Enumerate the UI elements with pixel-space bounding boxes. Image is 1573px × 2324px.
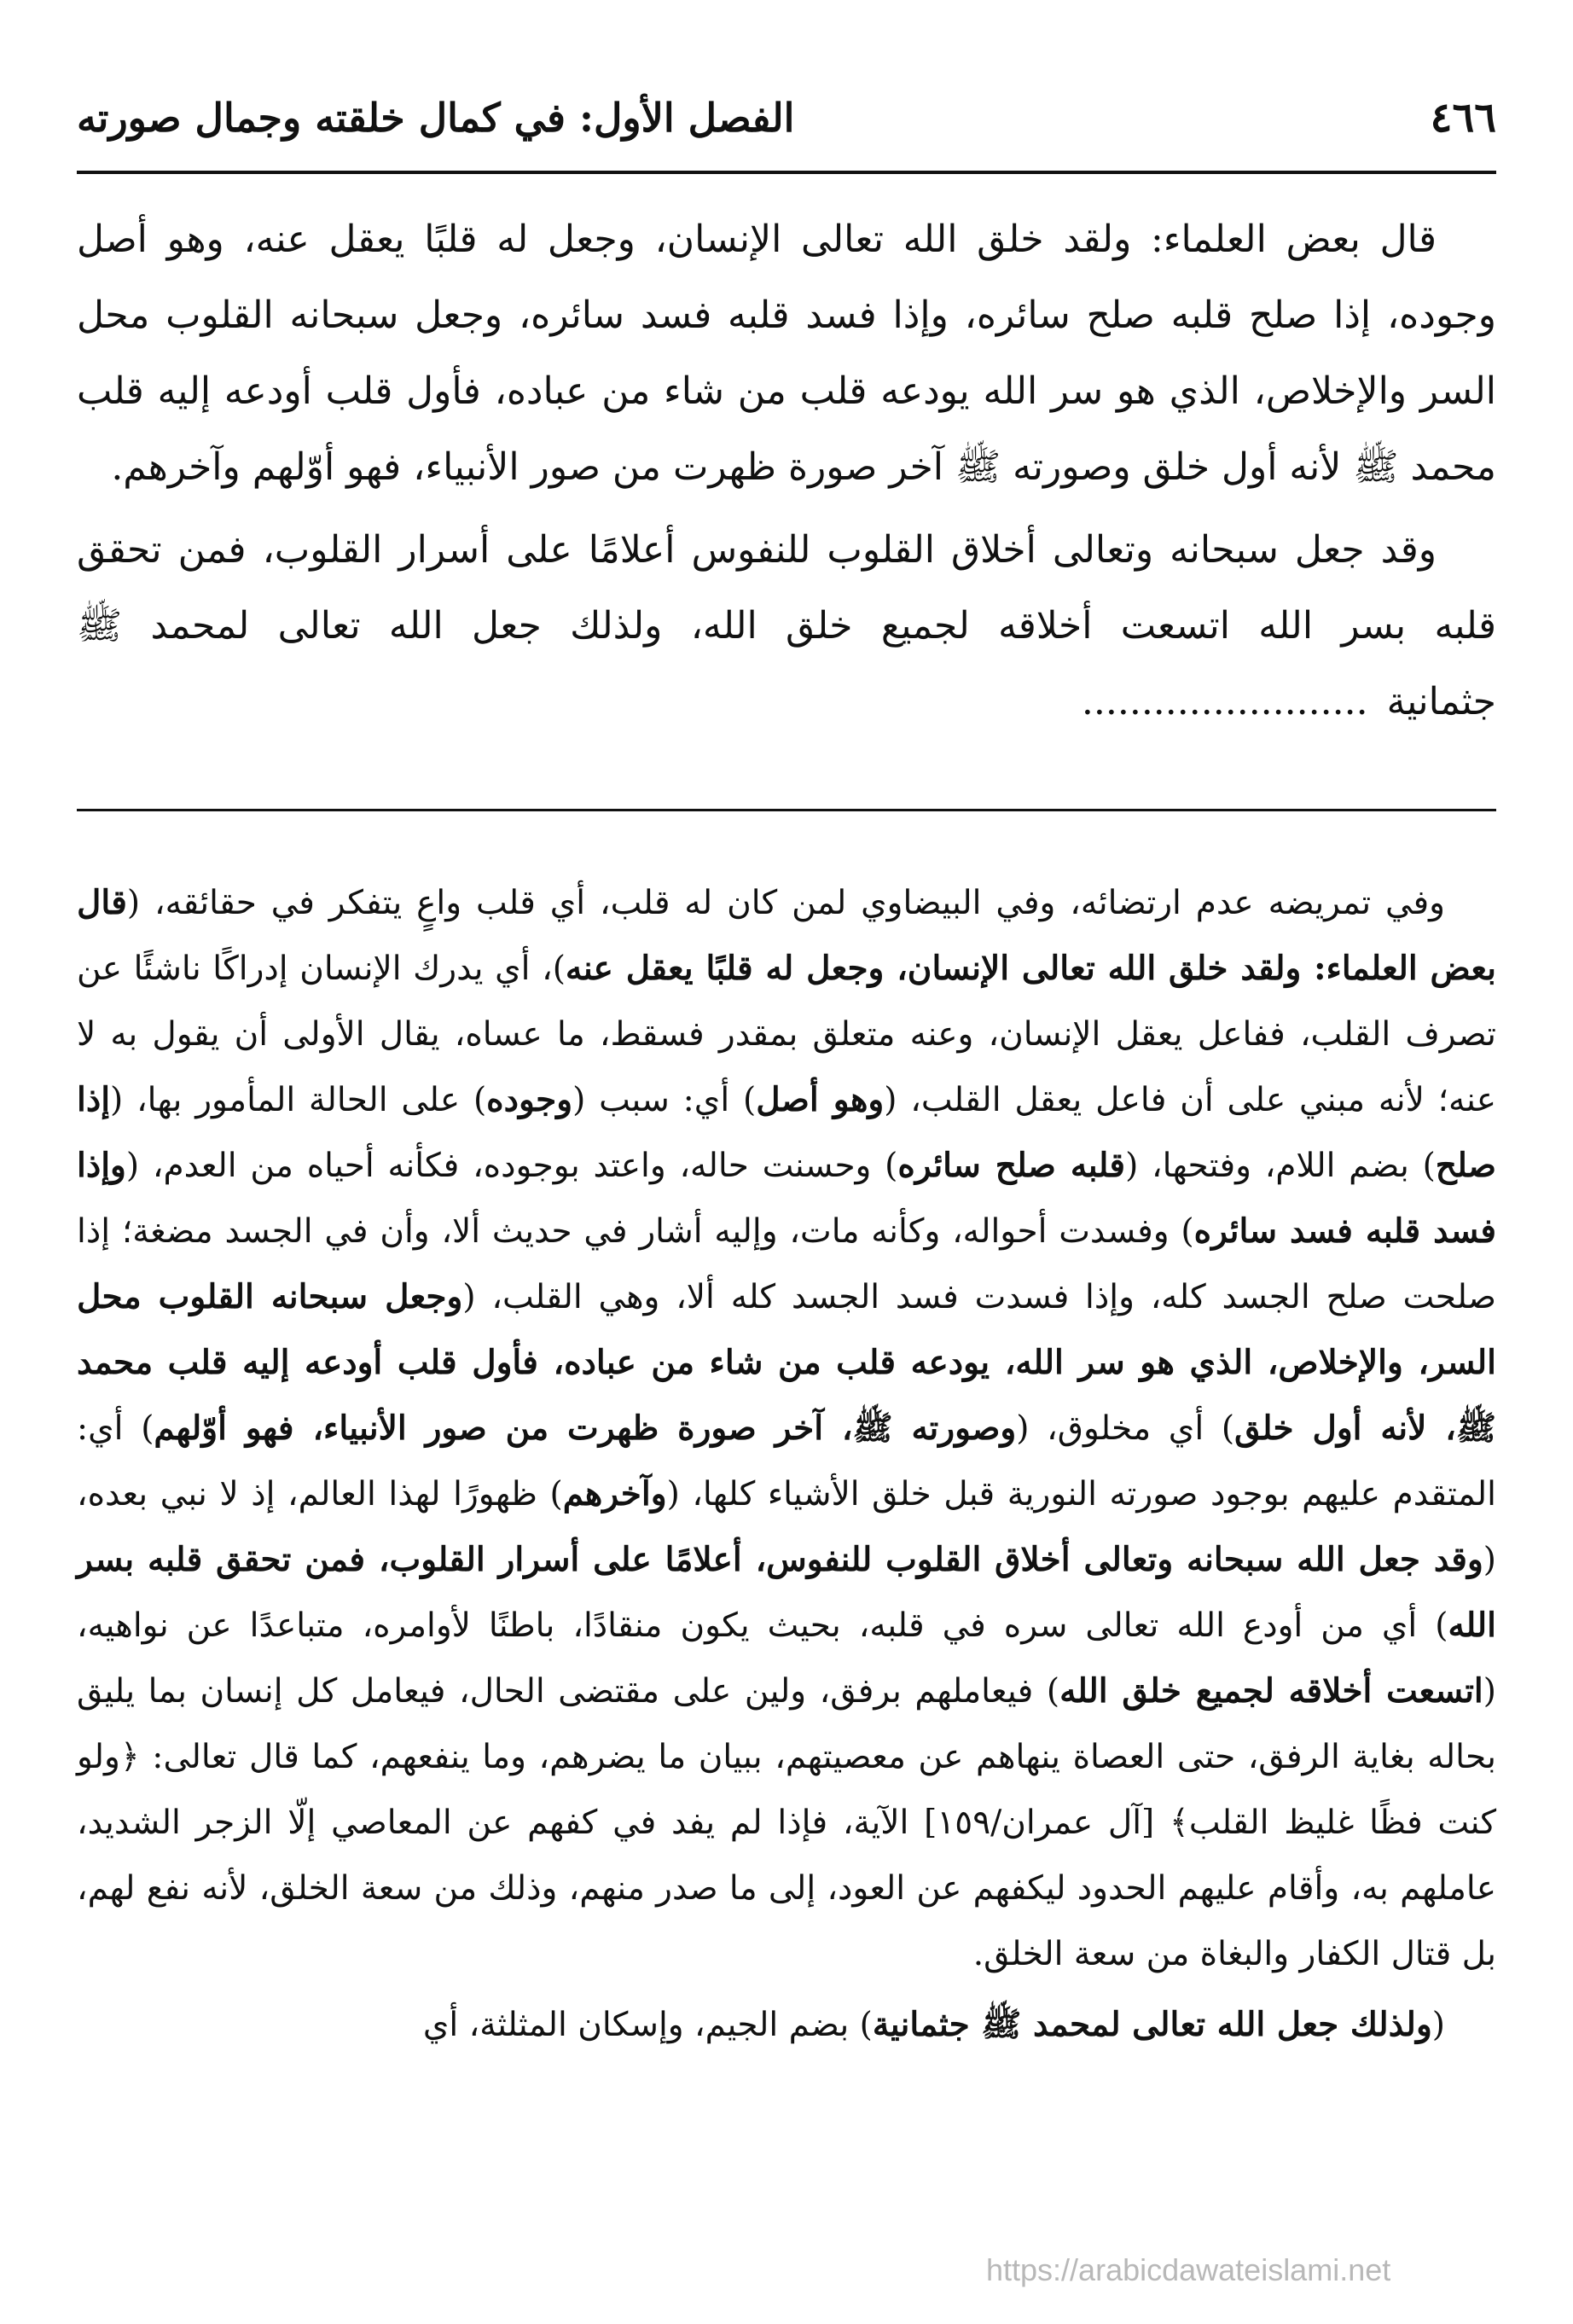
commentary-segment: ) أي: سبب ( bbox=[572, 1081, 757, 1119]
header-divider bbox=[77, 171, 1496, 174]
commentary-segment: ) أي: المتقدم عليهم بوجود صورته النورية قبل خلق الأشياء كلها، ( bbox=[77, 1409, 1496, 1514]
chapter-title: الفصل الأول: في كمال خلقته وجمال صورته bbox=[77, 95, 795, 141]
commentary-segment: ) فيعاملهم برفق، ولين على مقتضى الحال، فيعامل كل إنسان بما يليق بحاله بغاية الرفق، حتى العصاة ينهاهم عن معصيتهم، ببيان ما يضرهم، وما ينفعهم، كما قال تعالى: ﴿ولو كنت فظًا غليظ القلب﴾ [آل عمران/١٥٩] الآية، فإذا لم يفد في كفهم عن المعاصي إلّا الزجر الشديد، عاملهم به، وأقام عليهم الحدود ليكفهم عن العود، إلى ما صدر منهم، وذلك من سعة الخلق، لأنه نفع لهم، بل قتال الكفار والبغاة من سعة الخلق. bbox=[77, 1672, 1497, 1973]
quoted-main-text: وصورته ﷺ، آخر صورة ظهرت من صور الأنبياء، فهو أوّلهم bbox=[154, 1409, 1017, 1448]
page-header bbox=[77, 77, 1496, 159]
quoted-main-text: وآخرهم bbox=[562, 1474, 667, 1514]
quoted-main-text: قال بعض العلماء: ولقد خلق الله تعالى الإنسان، وجعل له قلبًا يعقل عنه bbox=[77, 883, 1496, 988]
commentary-paragraph bbox=[77, 870, 1496, 1987]
quoted-main-text: وجوده bbox=[486, 1080, 573, 1119]
main-text-paragraph bbox=[77, 512, 1496, 740]
commentary-text bbox=[77, 870, 1496, 2058]
commentary-segment: ) ظهورًا لهذا العالم، إذ لا نبي بعده، ( bbox=[77, 1475, 1496, 1579]
quoted-main-text: وقد جعل الله سبحانه وتعالى أخلاق القلوب للنفوس، أعلامًا على أسرار القلوب، فمن تحقق قلبه بسر الله bbox=[77, 1540, 1496, 1645]
commentary-divider bbox=[77, 809, 1496, 811]
commentary-segment: ) وفسدت أحواله، وكأنه مات، وإليه أشار في حديث ألا، وأن في الجسد مضغة؛ إذا صلحت صلح الجسد كله، وإذا فسدت فسد الجسد كله ألا، وهي القلب، ( bbox=[77, 1212, 1497, 1316]
main-text-paragraph-2: وقد جعل سبحانه وتعالى أخلاق القلوب للنفوس أعلامًا على أسرار القلوب، فمن تحقق قلبه بسر الله اتسعت أخلاقه لجميع خلق الله، ولذلك جعل الله تعالى لمحمد ﷺ جثمانية bbox=[77, 528, 1496, 723]
commentary-segment: ) وحسنت حاله، واعتد بوجوده، فكأنه أحياه من العدم، ( bbox=[125, 1147, 898, 1185]
main-text bbox=[77, 201, 1496, 740]
quoted-main-text: إذا صلح bbox=[77, 1080, 1496, 1185]
commentary-segment: ) بضم اللام، وفتحها، ( bbox=[1125, 1147, 1436, 1185]
main-text-paragraph bbox=[77, 201, 1496, 505]
commentary-segment: ) أي من أودع الله تعالى سره في قلبه، بحيث يكون منقادًا، باطنًا لأوامره، متباعدًا عن نواهيه، ( bbox=[77, 1606, 1496, 1711]
commentary-segment: ) على الحالة المأمور بها، ( bbox=[110, 1081, 487, 1119]
commentary-segment: وفي تمريضه عدم ارتضائه، وفي البيضاوي لمن كان له قلب، أي قلب واعٍ يتفكر في حقائقه، ( bbox=[126, 884, 1445, 922]
quoted-main-text: قلبه صلح سائره bbox=[897, 1146, 1126, 1185]
quoted-main-text: اتسعت أخلاقه لجميع خلق الله bbox=[1059, 1671, 1483, 1711]
watermark-url: https://arabicdawateislami.net bbox=[986, 2252, 1391, 2287]
quoted-main-text: ولذلك جعل الله تعالى لمحمد ﷺ جثمانية bbox=[872, 2005, 1432, 2044]
quoted-main-text: وإذا فسد قلبه فسد سائره bbox=[77, 1146, 1496, 1251]
main-text-paragraph-1: قال بعض العلماء: ولقد خلق الله تعالى الإنسان، وجعل له قلبًا يعقل عنه، وهو أصل وجوده، إذا صلح قلبه صلح سائره، وإذا فسد قلبه فسد سائره، وجعل سبحانه القلوب محل السر والإخلاص، الذي هو سر الله يودعه قلب من شاء من عباده، فأول قلب أودعه إليه قلب محمد ﷺ لأنه أول خلق وصورته ﷺ آخر صورة ظهرت من صور الأنبياء، فهو أوّلهم وآخرهم. bbox=[77, 218, 1496, 489]
continuation-dots: ........................ bbox=[1081, 680, 1368, 723]
quoted-main-text: وجعل سبحانه القلوب محل السر، والإخلاص، الذي هو سر الله، يودعه قلب من شاء من عباده، فأول قلب أودعه إليه قلب محمد ﷺ، لأنه أول خلق bbox=[77, 1277, 1496, 1448]
commentary-segment: )، أي يدرك الإنسان إدراكًا ناشئًا عن تصرف القلب، ففاعل يعقل الإنسان، وعنه متعلق بمقدر فسقط، ما عساه، يقال الأولى أن يقول به لا عنه؛ لأنه مبني على أن فاعل يعقل القلب، ( bbox=[77, 950, 1496, 1119]
commentary-paragraph bbox=[77, 1992, 1496, 2058]
commentary-segment: ) أي مخلوق، ( bbox=[1016, 1409, 1235, 1448]
page-number: ٤٦٦ bbox=[1430, 94, 1496, 142]
commentary-segment: ( bbox=[1431, 2006, 1445, 2044]
quoted-main-text: وهو أصل bbox=[756, 1080, 885, 1119]
commentary-segment: ) بضم الجيم، وإسكان المثلثة، أي bbox=[422, 2006, 873, 2044]
